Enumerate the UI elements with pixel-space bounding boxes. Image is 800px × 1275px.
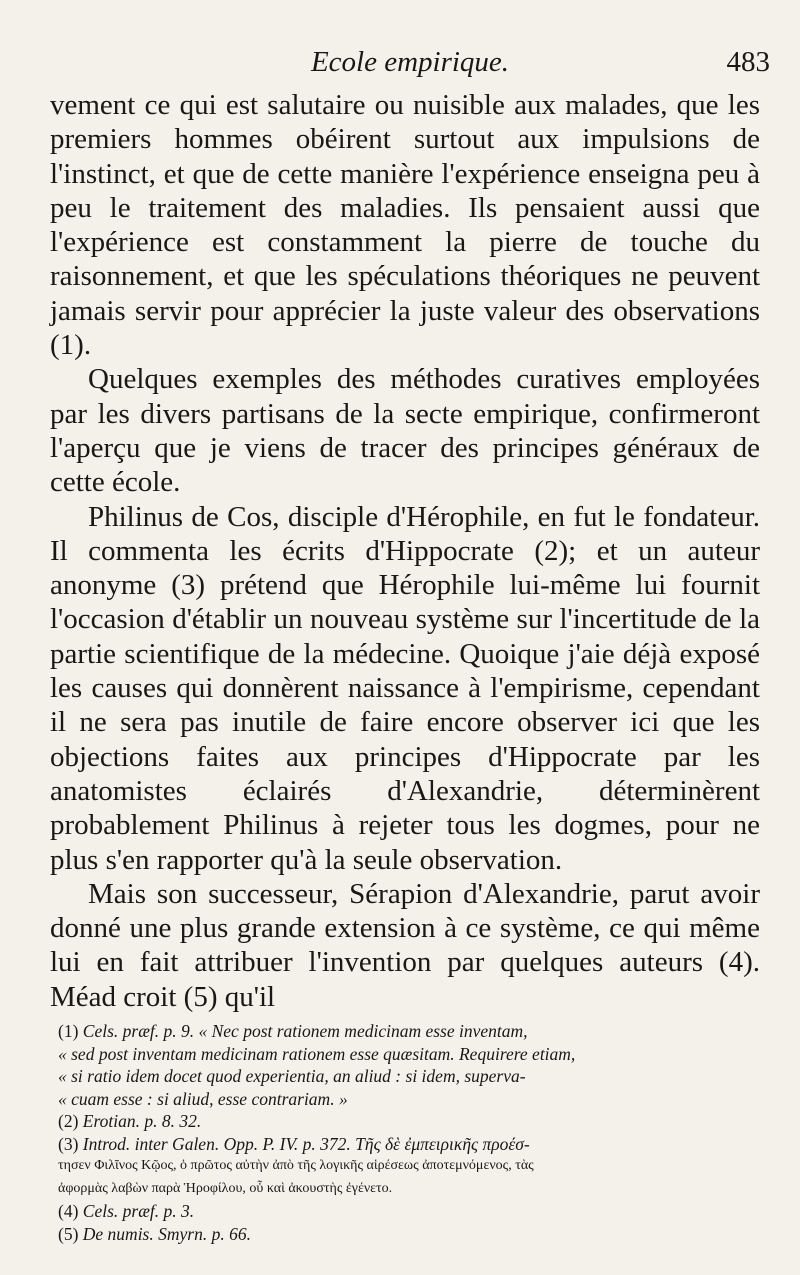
footnote-1: [58, 1020, 763, 1110]
paragraph: Philinus de Cos, disciple d'Hérophile, en fut le fondateur. Il commenta les écrits d'Hippocrate (2); et un auteur anonyme (3) prétend que Hérophile lui-même lui fournit l'occasion d'établir un nouveau système sur l'incertitude de la partie scientifique de la médecine. Quoique j'aie déjà exposé les causes qui donnèrent naissance à l'empirisme, cependant il ne sera pas inutile de faire encore observer ici que les objections faites aux principes d'Hippocrate par les anatomistes éclairés d'Alexandrie, déterminèrent probablement Philinus à rejeter tous les dogmes, pour ne plus s'en rapporter qu'à la seule observation.: [50, 500, 760, 876]
page-number: 483: [726, 46, 770, 78]
footnote-line: « sed post inventam medicinam rationem esse quæsitam. Requirere etiam,: [58, 1043, 576, 1064]
footnote-line: « si ratio idem docet quod experientia, an aliud : si idem, superva-: [58, 1066, 526, 1086]
footnotes: [58, 1020, 763, 1245]
paragraph: Mais son successeur, Sérapion d'Alexandrie, parut avoir donné une plus grande extension à ce système, ce qui même lui en fait attribuer l'invention par quelques auteurs (4). Méad croit (5) qu'il: [50, 877, 760, 1013]
page-header: [50, 40, 770, 90]
footnote-marker: (2): [58, 1111, 79, 1131]
running-title: Ecole empirique.: [310, 46, 510, 78]
footnote-marker: (5): [58, 1223, 79, 1244]
footnote-marker: (4): [58, 1201, 79, 1221]
footnote-marker: (3): [58, 1133, 79, 1154]
footnote-5: [58, 1223, 763, 1246]
paragraph: vement ce qui est salutaire ou nuisible aux malades, que les premiers hommes obéirent surtout aux impulsions de l'instinct, et que de cette manière l'expérience enseigna peu à peu le traitement des maladies. Ils pensaient aussi que l'expérience est constamment la pierre de touche du raisonnement, et que les spéculations théoriques ne peuvent jamais servir pour apprécier la juste valeur des observations (1).: [50, 89, 760, 362]
footnote-line: « cuam esse : si aliud, esse contrariam. »: [58, 1088, 348, 1109]
footnote-3: [58, 1133, 763, 1201]
footnote-line: Erotian. p. 8. 32.: [82, 1111, 202, 1131]
footnote-line: Cels. præf. p. 9. « Nec post rationem medicinam esse inventam,: [82, 1021, 528, 1041]
footnote-2: [58, 1110, 763, 1133]
footnote-line: De numis. Smyrn. p. 66.: [82, 1223, 251, 1244]
paragraph: Quelques exemples des méthodes curatives employées par les divers partisans de la secte empirique, confirmeront l'aperçu que je viens de tracer des principes généraux de cette école.: [50, 363, 760, 499]
footnote-4: [58, 1200, 763, 1223]
footnote-line: ἀφορμὰς λαβὼν παρὰ Ἡροφίλου, οὗ καὶ ἀκουστὴς ἐγένετο.: [58, 1180, 393, 1196]
footnote-line: Introd. inter Galen. Opp. P. IV. p. 372. Τῆς δὲ ἐμπειρικῆς προέσ-: [82, 1133, 530, 1154]
main-text: [50, 88, 760, 1014]
footnote-line: τησεν Φιλῖνος Κῷος, ὁ πρῶτος αὐτὴν ἀπὸ τῆς λογικῆς αἱρέσεως ἀποτεμνόμενος, τὰς: [58, 1158, 534, 1173]
footnote-line: Cels. præf. p. 3.: [82, 1201, 195, 1221]
footnote-marker: (1): [58, 1021, 79, 1041]
